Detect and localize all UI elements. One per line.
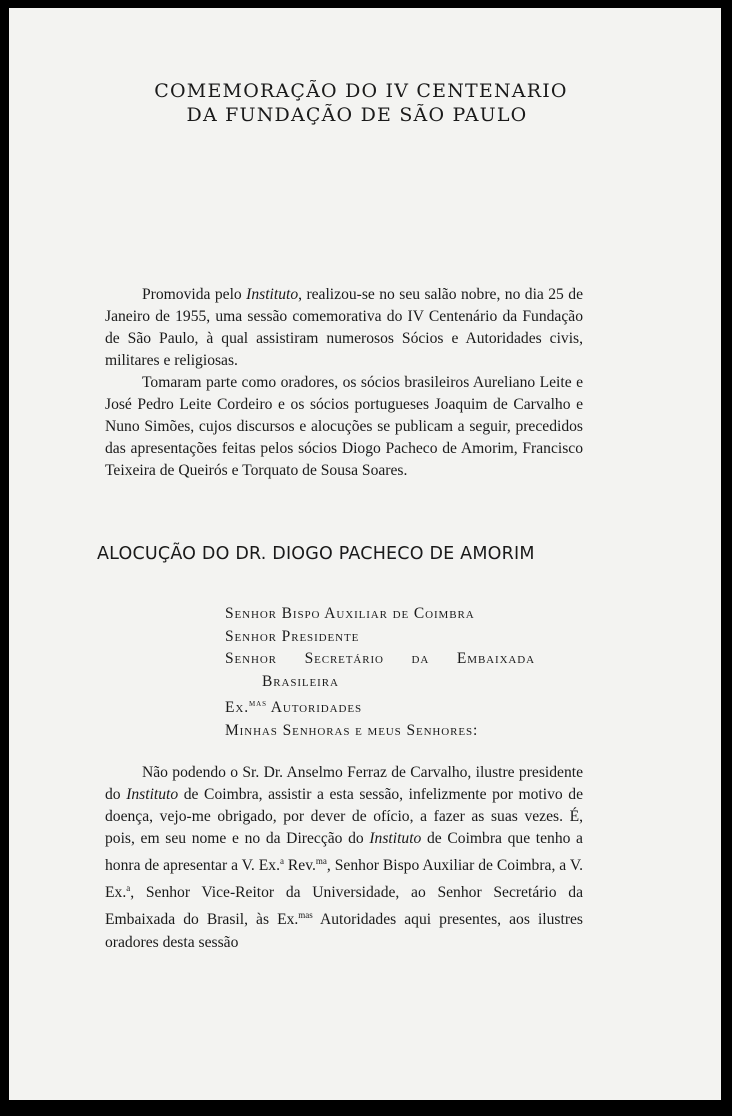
salutation-line: Senhor Secretário da Embaixada — [225, 650, 535, 668]
body-paragraph: Não podendo o Sr. Dr. Anselmo Ferraz de Carvalho, ilustre presidente do Instituto de Coimbra, assistir a esta sessão, infelizmente por motivo de doença, vejo-me obrigado, por dever de ofício, a fazer as suas vezes. É, pois, em seu nome e no da Direcção do Instituto de Coimbra que tenho a honra de apresentar a V. Ex.$^a$ Rev.$^{ma}$, Senhor Bispo Auxiliar de Coimbra, a V. Ex.$^a$, Senhor Vice-Reitor da Universidade, ao Senhor Secretário da Embaixada do Brasil, às Ex.$^{mas}$ Autoridades aqui presentes, aos ilustres oradores desta sessão — [105, 764, 584, 951]
section-heading: ALOCUÇÃO DO DR. DIOGO PACHECO DE AMORIM — [97, 544, 535, 564]
page-title-line-2: DA FUNDAÇÃO DE SÃO PAULO — [186, 104, 528, 126]
salutations-block — [225, 603, 535, 743]
salutation-line: Senhor Presidente — [225, 627, 360, 645]
intro-paragraph-1: Promovida pelo Instituto, realizou-se no seu salão nobre, no dia 25 de Janeiro de 1955, uma sessão comemorativa do IV Centenário da Fundação de São Paulo, à qual assistiram numerosos Sócios e Autoridades civis, militares e religiosas. — [105, 286, 583, 369]
body-section — [105, 762, 583, 954]
intro-section — [105, 284, 583, 482]
salutation-line: Senhor Bispo Auxiliar de Coimbra — [225, 605, 475, 622]
salutation-line: Ex.$^{mas}$ Autoridades — [225, 698, 362, 717]
salutation-line: Minhas Senhoras e meus Senhores: — [225, 722, 479, 740]
salutation-line: Brasileira — [262, 672, 339, 690]
intro-paragraph-2: Tomaram parte como oradores, os sócios brasileiros Aureliano Leite e José Pedro Leite Cordeiro e os sócios portugueses Joaquim de Carvalho e Nuno Simões, cujos discursos e alocuções se publicam a seguir, precedidos das apresentações feitas pelos sócios Diogo Pacheco de Amorim, Francisco Teixeira de Queirós e Torquato de Sousa Soares. — [105, 374, 583, 479]
document-page — [9, 8, 721, 1100]
page-title-line-1: COMEMORAÇÃO DO IV CENTENARIO — [154, 80, 568, 102]
instituto-italic: Instituto — [246, 286, 299, 303]
